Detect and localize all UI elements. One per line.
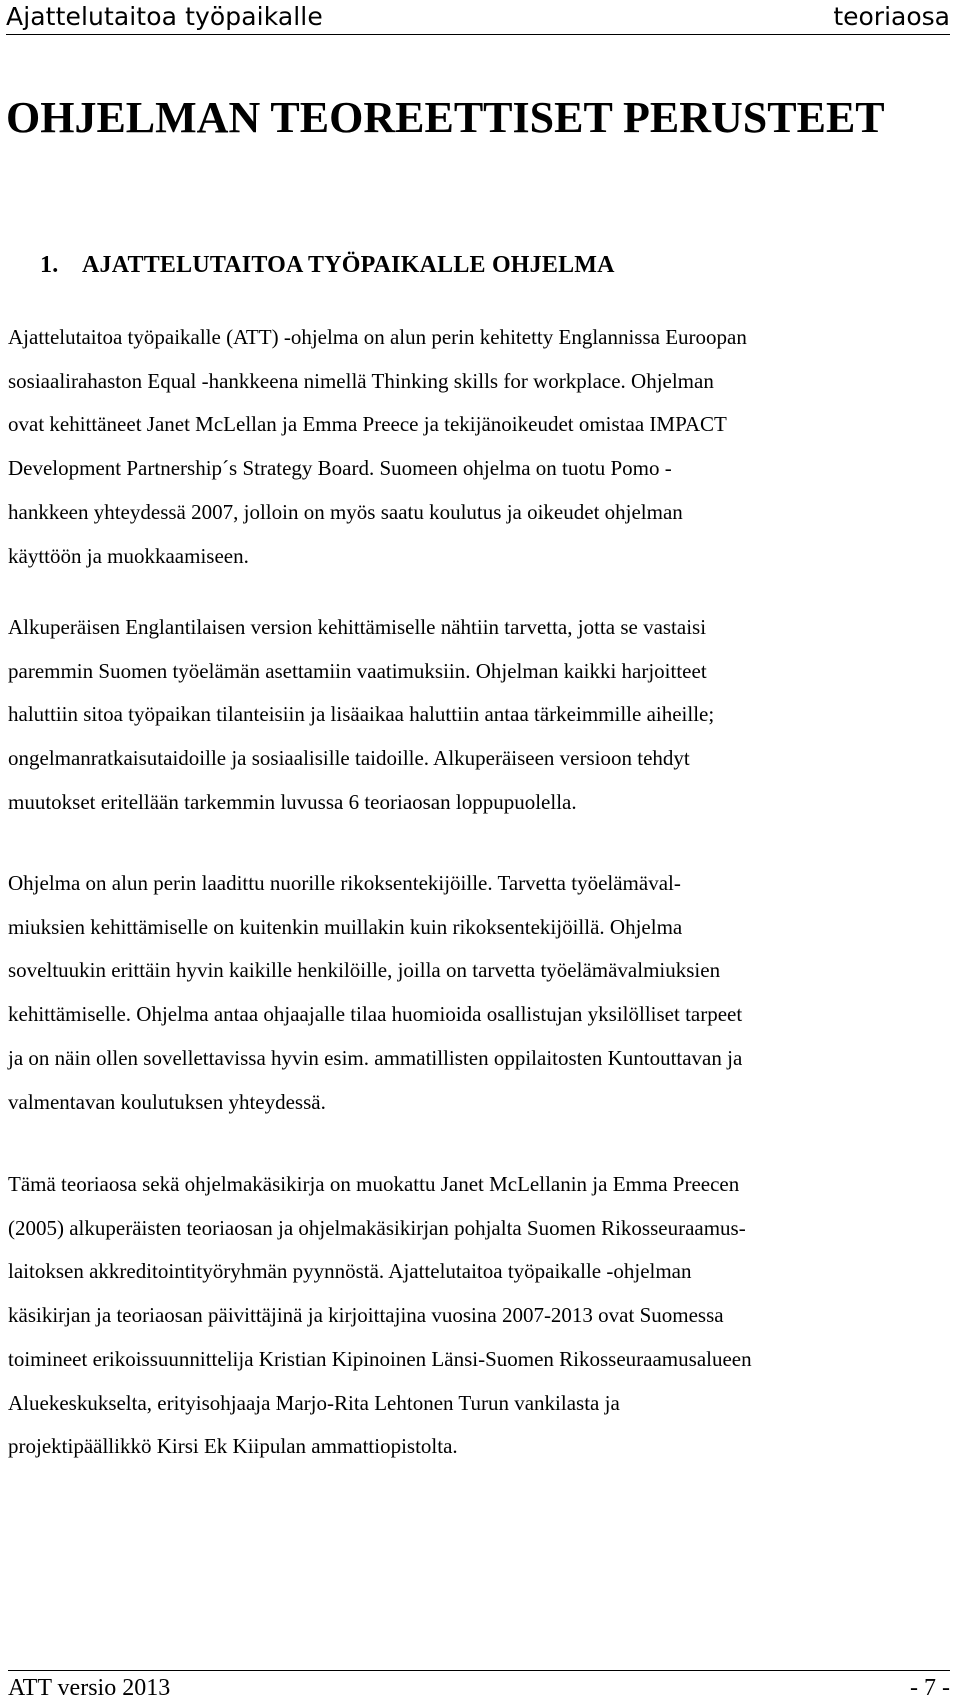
page-title: OHJELMAN TEOREETTISET PERUSTEET xyxy=(6,93,885,142)
paragraph-4 xyxy=(8,1163,752,1469)
paragraph-line: (2005) alkuperäisten teoriaosan ja ohjelmakäsikirjan pohjalta Suomen Rikosseuraamus- xyxy=(8,1215,746,1240)
page-footer xyxy=(8,1670,950,1702)
paragraph-line: toimineet erikoissuunnittelija Kristian Kipinoinen Länsi-Suomen Rikosseuraamusalueen xyxy=(8,1346,752,1371)
section-heading-text: AJATTELUTAITOA TYÖPAIKALLE OHJELMA xyxy=(82,252,615,278)
paragraph-line: muutokset eritellään tarkemmin luvussa 6 teoriaosan loppupuolella. xyxy=(8,789,577,814)
paragraph-line: Development Partnership´s Strategy Board. Suomeen ohjelma on tuotu Pomo - xyxy=(8,456,672,481)
header-document-name: Ajattelutaitoa työpaikalle xyxy=(6,2,323,31)
paragraph-line: laitoksen akkreditointityöryhmän pyynnöstä. Ajattelutaitoa työpaikalle -ohjelman xyxy=(8,1259,692,1284)
paragraph-line: Tämä teoriaosa sekä ohjelmakäsikirja on muokattu Janet McLellanin ja Emma Preecen xyxy=(8,1172,740,1196)
paragraph-line: projektipäällikkö Kirsi Ek Kiipulan ammattiopistolta. xyxy=(8,1434,458,1459)
paragraph-line: miuksien kehittämiselle on kuitenkin muillakin kuin rikoksentekijöillä. Ohjelma xyxy=(8,914,683,939)
paragraph-1 xyxy=(8,316,747,578)
header-section-name: teoriaosa xyxy=(833,2,950,31)
section-number: 1. xyxy=(40,252,59,278)
paragraph-line: ovat kehittäneet Janet McLellan ja Emma Preece ja tekijänoikeudet omistaa IMPACT xyxy=(8,412,727,437)
paragraph-line: Alkuperäisen Englantilaisen version kehittämiselle nähtiin tarvetta, jotta se vastaisi xyxy=(8,615,707,639)
paragraph-line: ja on näin ollen sovellettavissa hyvin esim. ammatillisten oppilaitosten Kuntouttavan ja xyxy=(8,1045,743,1070)
footer-version: ATT versio 2013 xyxy=(8,1675,171,1701)
paragraph-line: Ajattelutaitoa työpaikalle (ATT) -ohjelma on alun perin kehitetty Englannissa Euroopan xyxy=(8,325,747,349)
paragraph-3 xyxy=(8,862,742,1124)
paragraph-line: käyttöön ja muokkaamiseen. xyxy=(8,543,249,568)
paragraph-line: ongelmanratkaisutaidoille ja sosiaalisille taidoille. Alkuperäiseen versioon tehdyt xyxy=(8,746,690,771)
paragraph-line: Aluekeskukselta, erityisohjaaja Marjo-Rita Lehtonen Turun vankilasta ja xyxy=(8,1390,620,1415)
paragraph-line: soveltuukin erittäin hyvin kaikille henkilöille, joilla on tarvetta työelämävalmiuksien xyxy=(8,958,721,983)
paragraph-line: käsikirjan ja teoriaosan päivittäjinä ja kirjoittajina vuosina 2007-2013 ovat Suomessa xyxy=(8,1303,724,1328)
paragraph-line: hankkeen yhteydessä 2007, jolloin on myös saatu koulutus ja oikeudet ohjelman xyxy=(8,499,683,524)
paragraph-2 xyxy=(8,606,714,825)
paragraph-line: kehittämiselle. Ohjelma antaa ohjaajalle tilaa huomioida osallistujan yksilölliset tarpeet xyxy=(8,1002,743,1027)
paragraph-line: sosiaalirahaston Equal -hankkeena nimellä Thinking skills for workplace. Ohjelman xyxy=(8,368,714,393)
paragraph-line: paremmin Suomen työelämän asettamiin vaatimuksiin. Ohjelman kaikki harjoitteet xyxy=(8,658,707,683)
section-heading xyxy=(40,250,615,280)
paragraph-line: valmentavan koulutuksen yhteydessä. xyxy=(8,1089,326,1114)
paragraph-line: haluttiin sitoa työpaikan tilanteisiin ja lisäaikaa haluttiin antaa tärkeimmille aiheille; xyxy=(8,702,715,727)
paragraph-line: Ohjelma on alun perin laadittu nuorille rikoksentekijöille. Tarvetta työelämäval- xyxy=(8,871,681,895)
page-number: - 7 - xyxy=(910,1675,950,1701)
page-header xyxy=(6,0,950,35)
